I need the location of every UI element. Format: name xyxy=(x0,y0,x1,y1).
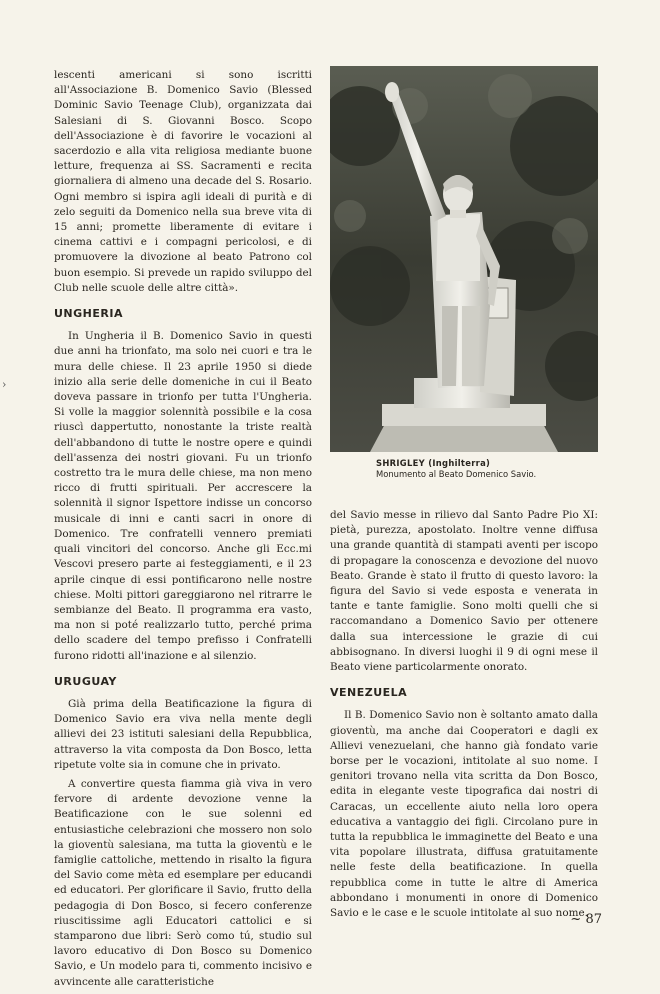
section-heading-venezuela: VENEZUELA xyxy=(330,686,408,700)
caption-description: Monumento al Beato Domenico Savio. xyxy=(376,469,537,479)
uruguay-paragraph-2: A convertire questa fiamma già viva in vero fervore di ardente devozione venne la Beatificazione con le sue solenni ed entusiastiche celebrazioni che mossero non solo la gioventù salesiana, ma tutta la gioventù e le famiglie cattoliche, mettendo in risalto la figura del Savio come mèta ed esemplare per educandi ed educatori. Per glorificare il Savio, frutto della pedagogia di Don Bosco, si fecero conferenze riuscitissime agli Educatori cattolici e si stamparono due libri: Serò como tú, studio sul lavoro educativo di Don Bosco su Domenico Savio, e Un modelo para ti, commento incisivo e avvincente alle caratteristiche xyxy=(54,777,312,988)
photo-caption xyxy=(376,458,598,480)
ungheria-paragraph: In Ungheria il B. Domenico Savio in questi due anni ha trionfato, ma solo nei cuori e tra le mura delle chiese. Il 23 aprile 1950 si diede inizio alla serie delle domeniche in cui il Beato doveva passare in trionfo per tutta l'Ungheria. Si volle la maggior solennità possibile e la cosa riuscì dappertutto, nonostante la triste realtà dell'abbandono di tutte le nostre opere e quindi dell'assenza dei nostri giovani. Fu un trionfo costretto tra le mura delle chiese, ma non meno ricco di frutti spirituali. Per accrescere la solennità il signor Ispettore indisse un concorso musicale di inni e canti sacri in onore di Domenico. Tre confratelli vennero premiati quali vincitori del concorso. Anche gli Ecc.mi Vescovi presero parte ai festeggiamenti, e il 23 aprile cinque di essi pontificarono nelle nostre chiese. Molti pittori gareggiarono nel ritrarre le sembianze del Beato. Il programma era vasto, ma non si poté realizzarlo tutto, perché prima dello scadere del tempo prefisso i Confratelli furono ridotti all'inazione e al silenzio. xyxy=(54,330,312,662)
caption-location: SHRIGLEY (Inghilterra) xyxy=(376,458,491,468)
statue-photo-illustration xyxy=(330,66,598,452)
right-column xyxy=(330,508,598,925)
page-number: ~ 87 xyxy=(570,912,602,927)
intro-paragraph: lescenti americani si sono iscritti all'Associazione B. Domenico Savio (Blessed Dominic Savio Teenage Club), organizzata dai Salesiani di S. Giovanni Bosco. Scopo dell'Associazione è di favorire le vocazioni al sacerdozio e alla vita religiosa mediante buone letture, frequenza ai SS. Sacramenti e recita giornaliera di almeno una decade del S. Rosario. Ogni membro si ispira agli ideali di purità e di zelo seguiti da Domenico nella sua breve vita di 15 anni; promette liberamente di evitare i cinema cattivi e i compagni pericolosi, e di promuovere la divozione al beato Patrono col buon esempio. Si prevede un rapido sviluppo del Club nelle scuole delle altre città». xyxy=(54,69,312,294)
uruguay-continuation: del Savio messe in rilievo dal Santo Padre Pio XI: pietà, purezza, apostolato. Inoltre venne diffusa una grande quantità di stampati aventi per iscopo di propagare la conoscenza e devozione del nuovo Beato. Grande è stato il frutto di questo lavoro: la figura del Savio si vede esposta e venerata in tante e tante famiglie. Sono molti quelli che si raccomandano a Domenico Savio per ottenere dalla sua intercessione le grazie di cui abbisognano. In diversi luoghi il 9 di ogni mese il Beato viene particolarmente onorato. xyxy=(330,509,598,674)
venezuela-paragraph: Il B. Domenico Savio non è soltanto amato dalla gioventù, ma anche dai Cooperatori e dagli ex Allievi venezuelani, che hanno già fondato varie borse per le vocazioni, intitolate al suo nome. I genitori trovano nella vita scritta da Don Bosco, edita in elegante veste tipografica dai nostri di Caracas, un eccellente aiuto nella loro opera educativa a vantaggio dei figli. Circolano pure in tutta la repubblica le immaginette del Beato e una vita popolare illustrata, diffusa gratuitamente nelle feste della beatificazione. In quella repubblica come in tutte le altre di America abbondano i monumenti in onore di Domenico Savio e le case e le scuole intitolate al suo nome. xyxy=(330,709,598,920)
section-heading-uruguay: URUGUAY xyxy=(54,674,117,688)
statue-photo xyxy=(330,66,598,452)
section-heading-ungheria: UNGHERIA xyxy=(54,307,123,321)
left-column xyxy=(54,68,312,994)
uruguay-paragraph-1: Già prima della Beatificazione la figura di Domenico Savio era viva nella mente degli allievi dei 23 istituti salesiani della Repubblica, attraverso la vita composta da Don Bosco, letta ripetute volte sia in comune che in privato. xyxy=(54,697,312,771)
margin-mark: › xyxy=(2,378,7,391)
